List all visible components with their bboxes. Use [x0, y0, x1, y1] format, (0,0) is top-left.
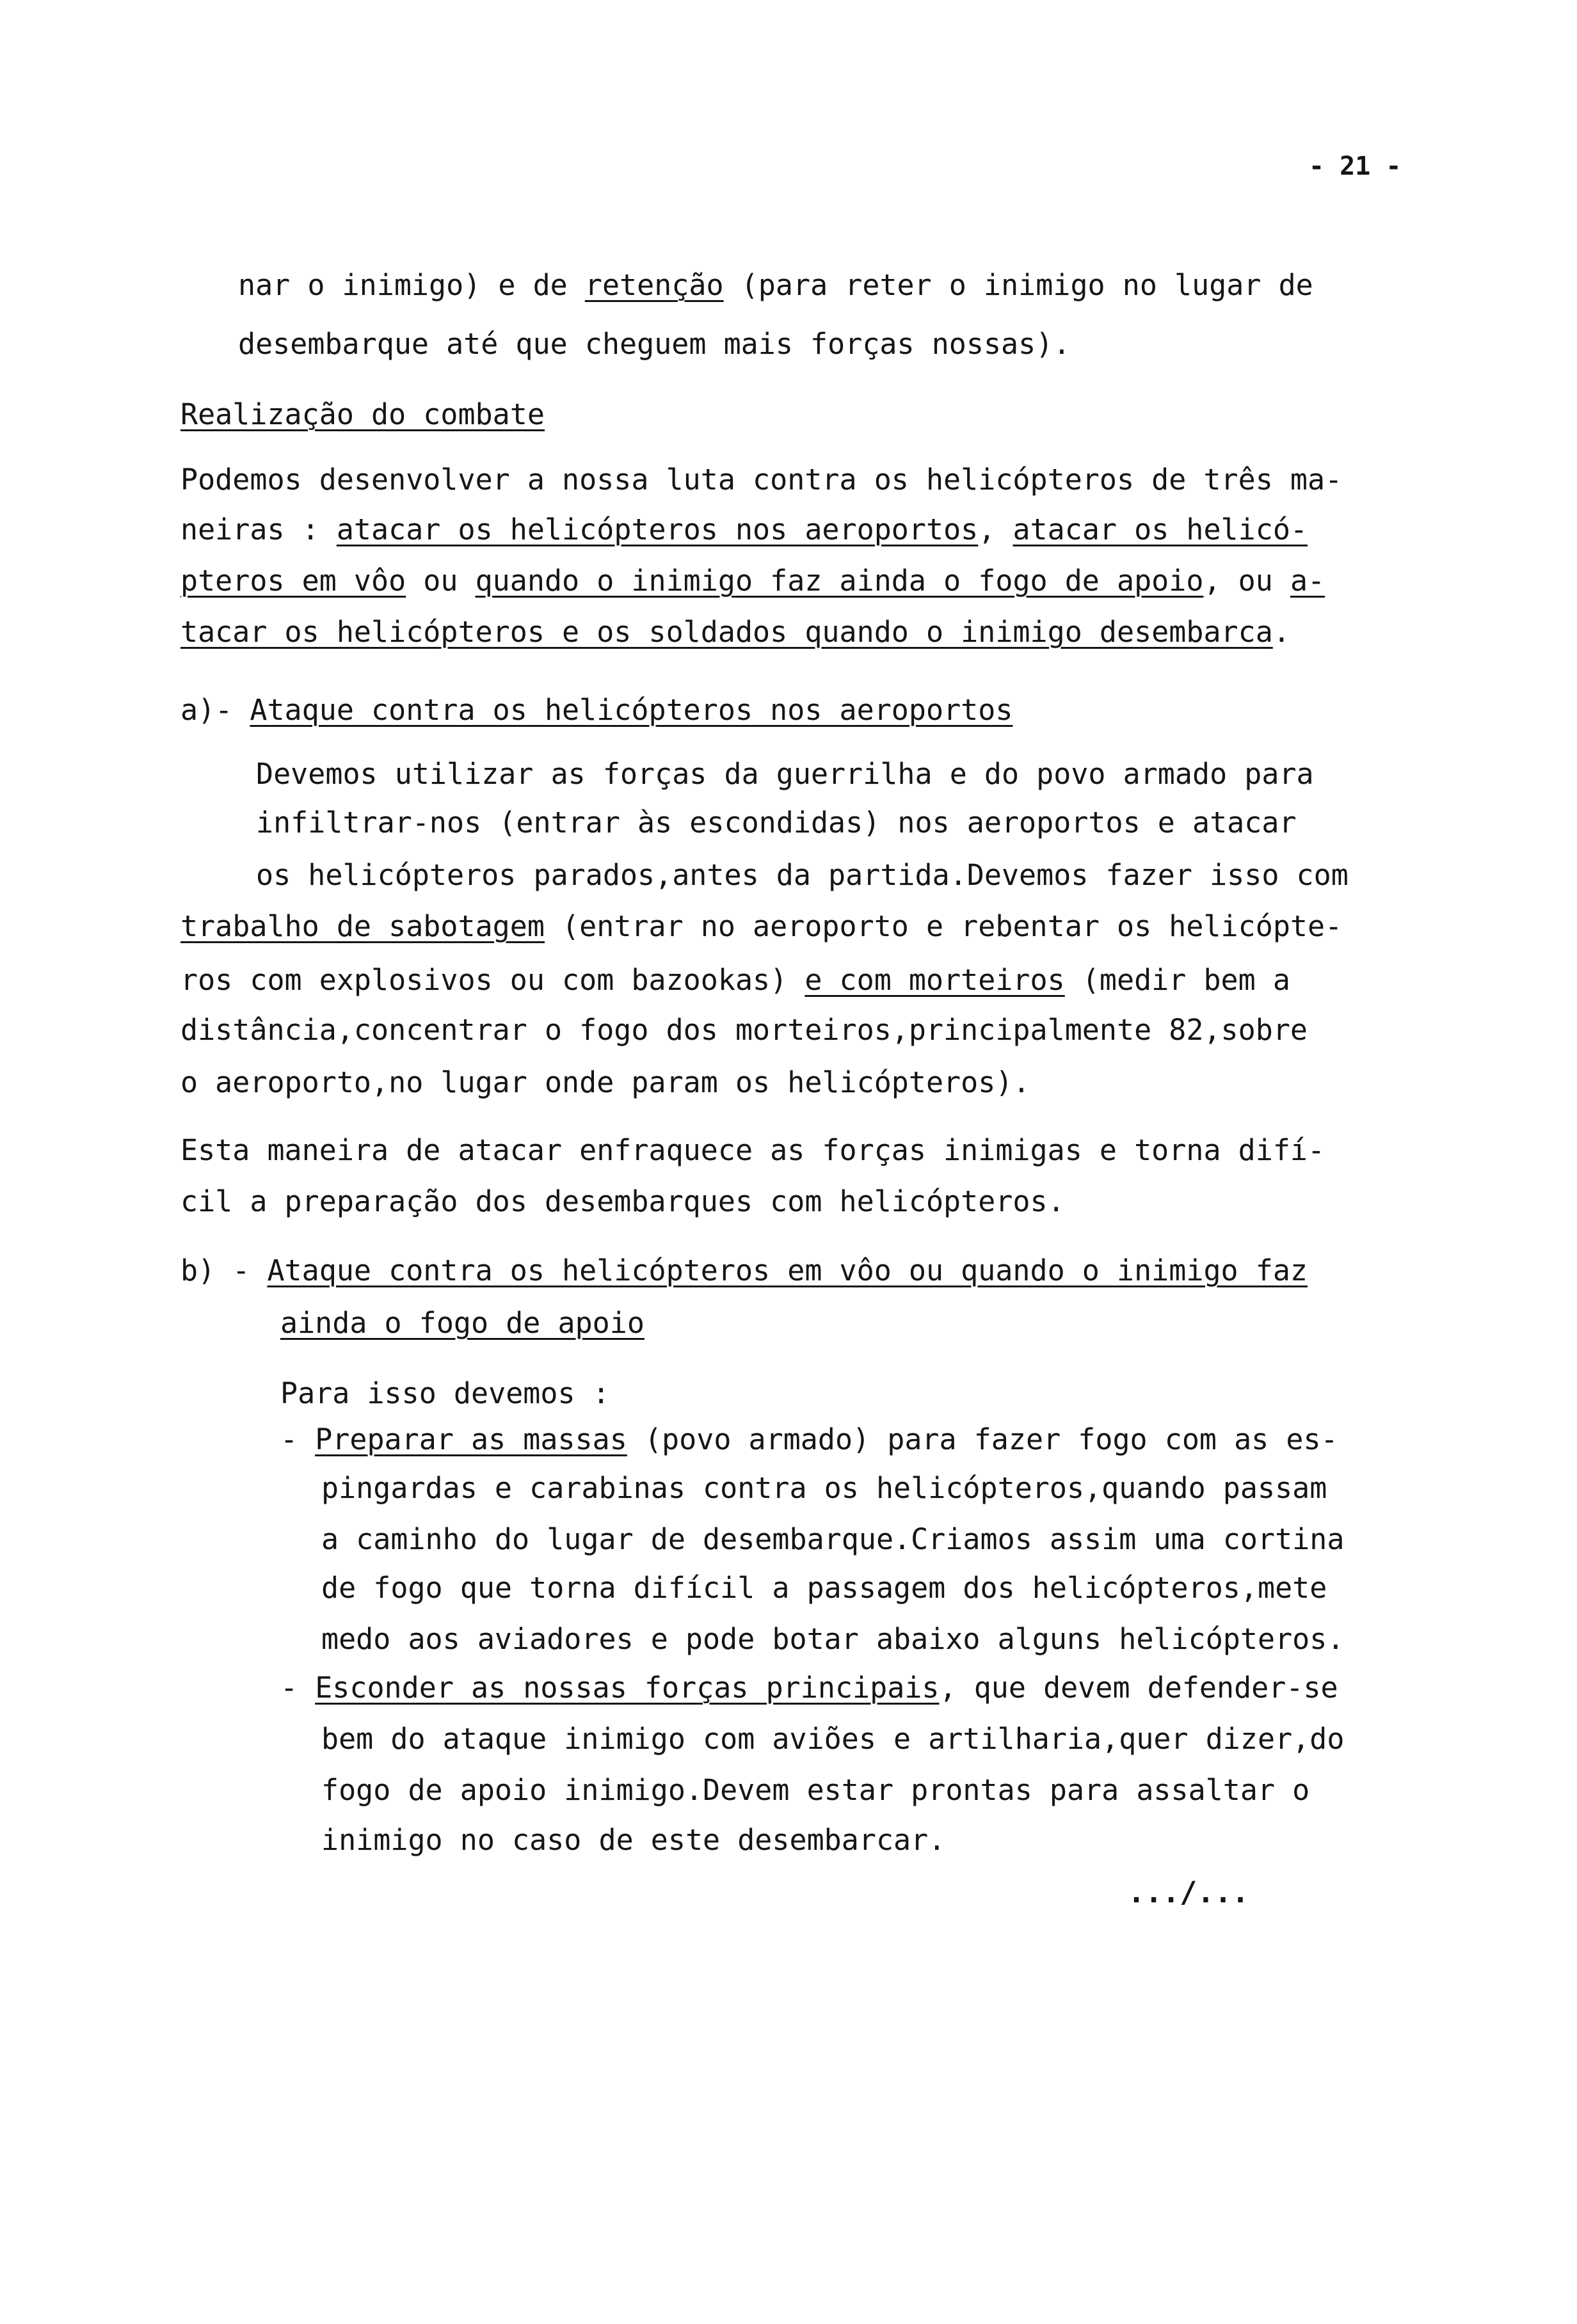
para-a-line-1: Devemos utilizar as forças da guerrilha e do povo armado para	[256, 757, 1314, 791]
bullet-2-line-1	[280, 1670, 1338, 1706]
para1-option-3: a-	[1290, 564, 1325, 598]
bullet-2-line-4: inimigo no caso de este desembarcar.	[321, 1823, 946, 1857]
para1-option-2b: quando o inimigo faz ainda o fogo de apoio	[475, 564, 1204, 598]
para1-line-3	[180, 563, 1325, 599]
para-a-text: ros com explosivos ou com bazookas)	[180, 963, 805, 997]
para-a-line-4	[180, 909, 1342, 944]
para1-text: ,	[978, 513, 1013, 546]
para1-option-2: atacar os helicó-	[1013, 513, 1308, 546]
para-a-line-6: distância,concentrar o fogo dos morteiros,principalmente 82,sobre	[180, 1013, 1308, 1047]
bullet-2-line-2: bem do ataque inimigo com aviões e artilharia,quer dizer,do	[321, 1722, 1345, 1756]
continuation-marker: .../...	[1128, 1875, 1249, 1909]
term-preparar-massas: Preparar as massas	[315, 1422, 627, 1456]
heading-b-marker: b) -	[180, 1254, 268, 1287]
para-a-line-3: os helicópteros parados,antes da partida.Devemos fazer isso com	[256, 858, 1349, 892]
para-a2-line-1: Esta maneira de atacar enfraquece as forças inimigas e torna difí-	[180, 1133, 1325, 1167]
para1-text: , ou	[1203, 564, 1290, 598]
para1-option-3-cont: tacar os helicópteros e os soldados quando o inimigo desembarca	[180, 615, 1273, 649]
term-sabotagem: trabalho de sabotagem	[180, 909, 545, 943]
heading-a-title: Ataque contra os helicópteros nos aeroportos	[250, 693, 1013, 727]
heading-a	[180, 692, 1013, 728]
para1-text: neiras :	[180, 513, 337, 546]
section-title: Realização do combate	[180, 397, 545, 431]
para-a2-line-2: cil a preparação dos desembarques com helicópteros.	[180, 1184, 1065, 1218]
para1-option-2-cont: pteros em vôo	[180, 564, 406, 598]
page-number: - 21 -	[1309, 152, 1402, 181]
bullet-1-line-5: medo aos aviadores e pode botar abaixo alguns helicópteros.	[321, 1622, 1345, 1656]
bullet-1-text: (povo armado) para fazer fogo com as es-	[627, 1422, 1338, 1456]
para-a-text: (medir bem a	[1064, 963, 1290, 997]
bullet-1-line-4: de fogo que torna difícil a passagem dos helicópteros,mete	[321, 1571, 1327, 1605]
intro-line-1	[238, 267, 1313, 303]
intro-text: nar o inimigo) e de	[238, 268, 585, 302]
para-b-intro: Para isso devemos :	[280, 1376, 610, 1410]
intro-line-2: desembarque até que cheguem mais forças nossas).	[238, 327, 1071, 361]
para1-option-1: atacar os helicópteros nos aeroportos	[336, 513, 979, 546]
heading-b-line-2: ainda o fogo de apoio	[280, 1306, 644, 1340]
bullet-1-line-1	[280, 1422, 1338, 1458]
para1-line-1: Podemos desenvolver a nossa luta contra os helicópteros de três ma-	[180, 463, 1343, 497]
heading-b-title: Ataque contra os helicópteros em vôo ou quando o inimigo faz	[267, 1254, 1308, 1287]
para1-text: ou	[406, 564, 476, 598]
para1-line-2	[180, 512, 1308, 548]
heading-b-line-1	[180, 1253, 1308, 1289]
para-a-line-2: infiltrar-nos (entrar às escondidas) nos aeroportos e atacar	[256, 806, 1297, 840]
para1-text: .	[1272, 615, 1290, 649]
bullet-1-dash: -	[280, 1422, 316, 1456]
bullet-1-line-2: pingardas e carabinas contra os helicópteros,quando passam	[321, 1471, 1327, 1505]
bullet-1-line-3: a caminho do lugar de desembarque.Criamos assim uma cortina	[321, 1522, 1345, 1556]
para-a-text: (entrar no aeroporto e rebentar os helicópte-	[544, 909, 1343, 943]
para1-line-4	[180, 614, 1290, 650]
para-a-line-5	[180, 962, 1290, 998]
intro-text: (para reter o inimigo no lugar de	[723, 268, 1313, 302]
bullet-2-line-3: fogo de apoio inimigo.Devem estar prontas para assaltar o	[321, 1773, 1310, 1807]
term-morteiros: e com morteiros	[805, 963, 1065, 997]
para-a-line-7: o aeroporto,no lugar onde param os helicópteros).	[180, 1065, 1030, 1099]
term-retencao: retenção	[584, 268, 724, 302]
bullet-2-text: , que devem defender-se	[939, 1671, 1338, 1705]
bullet-2-dash: -	[280, 1671, 316, 1705]
term-esconder-forcas: Esconder as nossas forças principais	[315, 1671, 940, 1705]
heading-a-marker: a)-	[180, 693, 250, 727]
